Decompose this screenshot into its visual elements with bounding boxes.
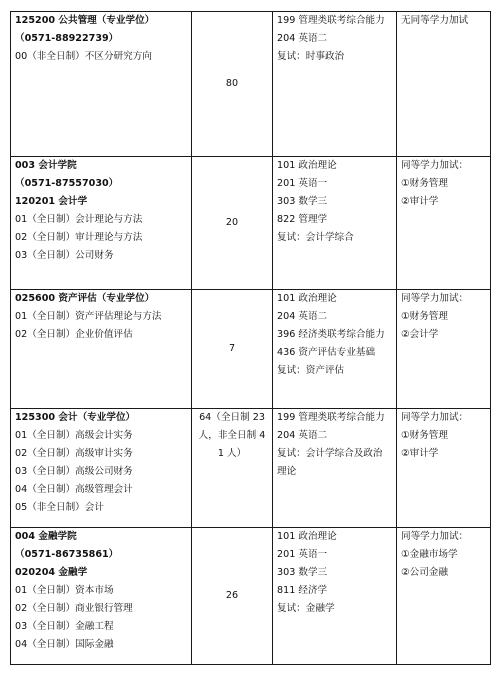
- research-direction: 01（全日制）资产评估理论与方法: [15, 311, 162, 322]
- equivalent-exam-subject: ①财务管理: [401, 430, 448, 441]
- exam-subject: 204 英语二: [277, 311, 328, 322]
- exam-subject: 199 管理类联考综合能力: [277, 15, 385, 26]
- program-title: 125200 公共管理（专业学位）: [15, 15, 155, 26]
- research-direction: 02（全日制）高级审计实务: [15, 448, 133, 459]
- admissions-table: [10, 11, 491, 665]
- exam-subjects-cell: [273, 157, 397, 290]
- retest-subject: 复试：会计学综合及政治理论: [277, 448, 383, 477]
- table-row: [11, 12, 491, 157]
- equivalent-exam-subject: ②审计学: [401, 448, 439, 459]
- exam-subject: 201 英语一: [277, 549, 328, 560]
- retest-subject: 复试：金融学: [277, 603, 335, 614]
- research-direction: 01（全日制）会计理论与方法: [15, 214, 143, 225]
- equivalent-exam-subject: ②审计学: [401, 196, 439, 207]
- exam-subjects-cell: [273, 528, 397, 665]
- research-direction: 03（全日制）金融工程: [15, 621, 114, 632]
- school-title: 004 金融学院: [15, 531, 77, 542]
- contact-phone: （0571-87557030）: [15, 178, 119, 189]
- program-cell: [11, 409, 192, 528]
- school-title: 003 会计学院: [15, 160, 77, 171]
- program-title: 025600 资产评估（专业学位）: [15, 293, 155, 304]
- retest-subject: 复试：资产评估: [277, 365, 345, 376]
- research-direction: 04（全日制）高级管理会计: [15, 484, 133, 495]
- program-title: 125300 会计（专业学位）: [15, 412, 136, 423]
- research-direction: 02（全日制）商业银行管理: [15, 603, 133, 614]
- equivalent-exam-subject: ②会计学: [401, 329, 439, 340]
- equivalent-exam-subject: ①金融市场学: [401, 549, 458, 560]
- equivalent-exam-subject: ①财务管理: [401, 178, 448, 189]
- program-cell: [11, 157, 192, 290]
- research-direction: 04（全日制）国际金融: [15, 639, 114, 650]
- retest-subject: 复试：会计学综合: [277, 232, 354, 243]
- exam-subject: 101 政治理论: [277, 160, 337, 171]
- exam-subject: 811 经济学: [277, 585, 328, 596]
- equivalent-exam-note: 无同等学力加试: [401, 15, 469, 26]
- research-direction: 05（非全日制）会计: [15, 502, 104, 513]
- equivalent-exam-subject: ①财务管理: [401, 311, 448, 322]
- program-cell: [11, 528, 192, 665]
- notes-cell: [397, 290, 491, 409]
- exam-subject: 303 数学三: [277, 567, 328, 578]
- table-row: [11, 528, 491, 665]
- exam-subject: 101 政治理论: [277, 531, 337, 542]
- research-direction: 01（全日制）资本市场: [15, 585, 114, 596]
- exam-subject: 199 管理类联考综合能力: [277, 412, 385, 423]
- equivalent-exam-subject: ②公司金融: [401, 567, 448, 578]
- exam-subject: 204 英语二: [277, 33, 328, 44]
- program-cell: [11, 290, 192, 409]
- research-direction: 02（全日制）审计理论与方法: [15, 232, 143, 243]
- exam-subject: 436 资产评估专业基础: [277, 347, 376, 358]
- research-direction: 00（非全日制）不区分研究方向: [15, 51, 152, 62]
- research-direction: 02（全日制）企业价值评估: [15, 329, 133, 340]
- exam-subjects-cell: [273, 409, 397, 528]
- quota-cell: 80: [192, 12, 273, 157]
- exam-subjects-cell: [273, 290, 397, 409]
- research-direction: 03（全日制）高级公司财务: [15, 466, 133, 477]
- equivalent-exam-note: 同等学力加试：: [401, 412, 469, 423]
- quota-cell: 64（全日制 23 人，非全日制 41 人）: [192, 409, 273, 528]
- exam-subject: 822 管理学: [277, 214, 328, 225]
- exam-subject: 101 政治理论: [277, 293, 337, 304]
- notes-cell: [397, 528, 491, 665]
- contact-phone: （0571-88922739）: [15, 33, 119, 44]
- exam-subjects-cell: [273, 12, 397, 157]
- equivalent-exam-note: 同等学力加试：: [401, 160, 469, 171]
- contact-phone: （0571-86735861）: [15, 549, 119, 560]
- retest-subject: 复试：时事政治: [277, 51, 345, 62]
- exam-subject: 396 经济类联考综合能力: [277, 329, 385, 340]
- research-direction: 01（全日制）高级会计实务: [15, 430, 133, 441]
- quota-cell: 20: [192, 157, 273, 290]
- exam-subject: 204 英语二: [277, 430, 328, 441]
- quota-cell: 7: [192, 290, 273, 409]
- table-row: [11, 409, 491, 528]
- notes-cell: [397, 12, 491, 157]
- research-direction: 03（全日制）公司财务: [15, 250, 114, 261]
- equivalent-exam-note: 同等学力加试：: [401, 293, 469, 304]
- exam-subject: 201 英语一: [277, 178, 328, 189]
- equivalent-exam-note: 同等学力加试：: [401, 531, 469, 542]
- table-row: [11, 157, 491, 290]
- notes-cell: [397, 409, 491, 528]
- quota-cell: 26: [192, 528, 273, 665]
- major-title: 020204 金融学: [15, 567, 88, 578]
- table-row: [11, 290, 491, 409]
- program-cell: [11, 12, 192, 157]
- major-title: 120201 会计学: [15, 196, 88, 207]
- notes-cell: [397, 157, 491, 290]
- exam-subject: 303 数学三: [277, 196, 328, 207]
